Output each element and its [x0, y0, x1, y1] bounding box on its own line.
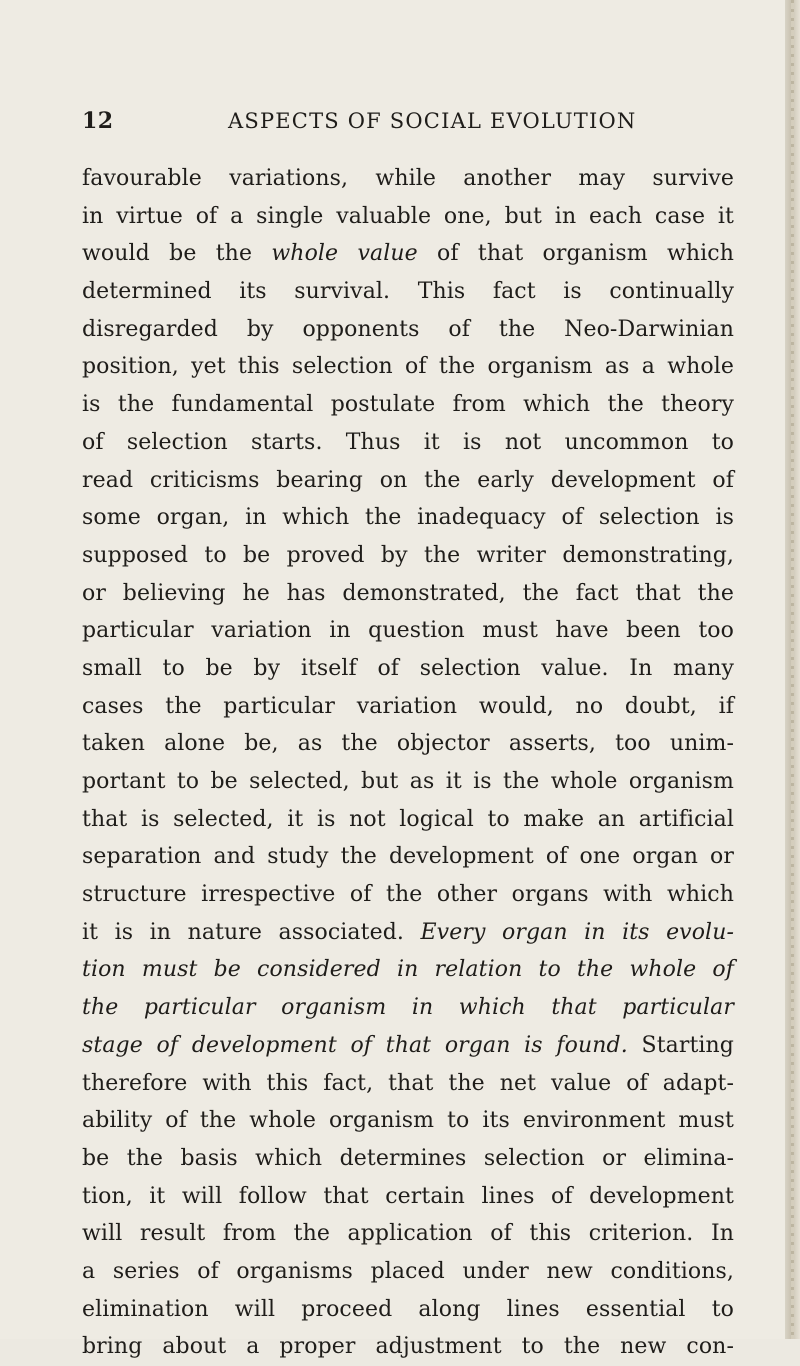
text-run: favourable variations, while another may survive [82, 166, 734, 191]
text-run: portant to be selected, but as it is the whole organism [82, 769, 734, 794]
text-line [82, 1215, 734, 1253]
text-line [82, 1328, 734, 1366]
text-line [82, 763, 734, 801]
text-run: ability of the whole organism to its environment must [82, 1108, 734, 1134]
text-line [82, 688, 734, 726]
text-line [82, 537, 734, 575]
text-line [82, 1291, 734, 1329]
text-run: particular variation in question must have been too [82, 618, 734, 644]
text-line [82, 1027, 734, 1065]
body-text [82, 160, 734, 1366]
italic-text: the particular organism in which that particular [82, 995, 734, 1021]
text-run: will result from the application of this criterion. In [82, 1221, 734, 1247]
text-line [82, 575, 734, 613]
text-line [82, 1102, 734, 1140]
text-run: separation and study the development of one organ or [82, 844, 734, 870]
page-number: 12 [82, 108, 114, 134]
text-line [82, 348, 734, 386]
italic-text: Every organ in its evolu- [420, 919, 734, 945]
italic-text: tion must be considered in relation to the whole of [82, 957, 734, 983]
text-run: position, yet this selection of the organism as a whole [82, 354, 734, 380]
text-run: tion, it will follow that certain lines of development [82, 1183, 734, 1209]
text-run: elimination will proceed along lines essential to [82, 1296, 734, 1322]
text-run: structure irrespective of the other organs with which [82, 882, 734, 908]
page-header [82, 104, 732, 138]
text-run: Starting [627, 1032, 734, 1058]
text-line [82, 311, 734, 349]
text-run: in virtue of a single valuable one, but in each case it [82, 203, 734, 229]
text-run: small to be by itself of selection value. In many [82, 655, 734, 681]
text-run: some organ, in which the inadequacy of selection is [82, 505, 734, 531]
text-run: read criticisms bearing on the early development of [82, 467, 734, 493]
running-head: ASPECTS OF SOCIAL EVOLUTION [228, 109, 637, 133]
text-line [82, 876, 734, 914]
text-run: would be the [82, 241, 272, 267]
text-run: therefore with this fact, that the net value of adapt- [82, 1070, 734, 1096]
text-run: that is selected, it is not logical to make an artificial [82, 806, 734, 832]
italic-text: stage of development of that organ is found. [82, 1032, 628, 1058]
text-line [82, 386, 734, 424]
text-run: determined its survival. This fact is continually [82, 279, 734, 305]
text-line [82, 499, 734, 537]
text-line [82, 235, 734, 273]
text-run: of selection starts. Thus it is not uncommon to [82, 429, 734, 455]
text-run: taken alone be, as the objector asserts, too unim- [82, 731, 734, 757]
text-line [82, 1253, 734, 1291]
text-line [82, 160, 734, 198]
text-run: or believing he has demonstrated, the fact that the [82, 580, 734, 606]
text-line [82, 650, 734, 688]
text-line [82, 462, 734, 500]
text-line [82, 612, 734, 650]
text-run: of that organism which [417, 241, 734, 267]
text-run: a series of organisms placed under new conditions, [82, 1258, 734, 1284]
text-line [82, 801, 734, 839]
page-edge [785, 0, 800, 1339]
text-line [82, 838, 734, 876]
italic-text: whole value [271, 241, 418, 267]
text-line [82, 725, 734, 763]
text-line [82, 1140, 734, 1178]
text-run: bring about a proper adjustment to the new con- [82, 1334, 734, 1360]
text-line [82, 1065, 734, 1103]
text-run: supposed to be proved by the writer demonstrating, [82, 542, 734, 568]
text-line [82, 951, 734, 989]
text-line [82, 198, 734, 236]
text-line [82, 914, 734, 952]
text-line [82, 424, 734, 462]
text-run: disregarded by opponents of the Neo-Darwinian [82, 316, 734, 342]
text-run: it is in nature associated. [82, 919, 421, 945]
text-run: cases the particular variation would, no doubt, if [82, 693, 734, 719]
text-run: be the basis which determines selection or elimina- [82, 1145, 734, 1171]
text-run: is the fundamental postulate from which the theory [82, 392, 734, 418]
text-line [82, 989, 734, 1027]
text-line [82, 273, 734, 311]
text-line [82, 1178, 734, 1216]
